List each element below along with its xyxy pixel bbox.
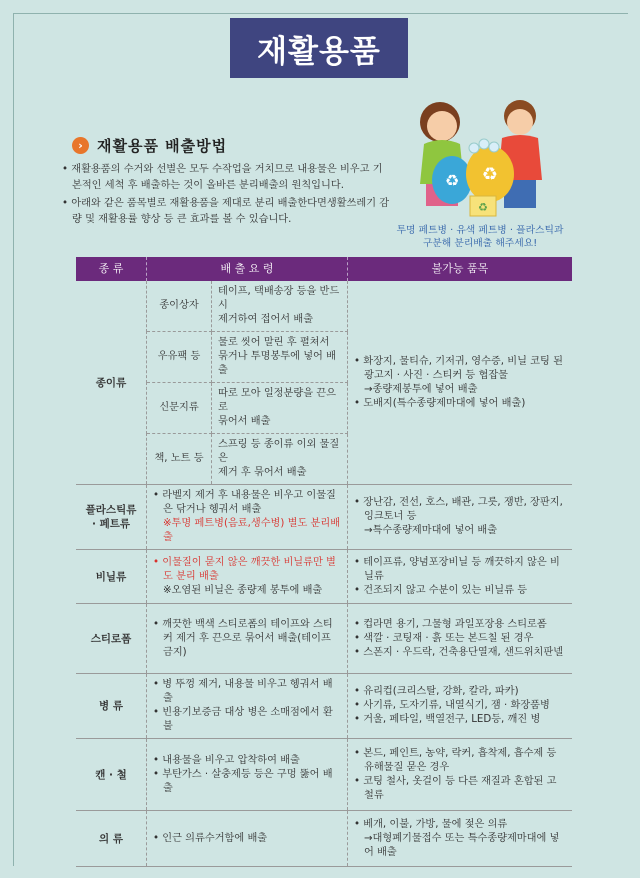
category-glass: 병 류 — [76, 674, 147, 739]
category-clothes: 의 류 — [76, 811, 147, 867]
table-row — [76, 485, 572, 550]
bottle-icon — [469, 143, 479, 153]
table-row — [76, 550, 572, 604]
bottle-icon — [479, 139, 489, 149]
method-cell: • 라벨지 제거 후 내용물은 비우고 이물질은 닦거나 헹궈서 배출 ※투명 페트병(음료,생수병) 별도 분리배출 — [147, 485, 348, 550]
intro-paragraph: • 재활용품의 수거와 선별은 모두 수작업을 거치므로 내용물은 비우고 기본적인 세척 후 배출하는 것이 올바른 분리배출의 원칙입니다. — [62, 164, 383, 191]
category-vinyl: 비닐류 — [76, 550, 147, 604]
table-row — [76, 604, 572, 674]
method-cell: • 이물질이 묻지 않은 깨끗한 비닐류만 별도 분리 배출 ※오염된 비닐은 종량제 봉투에 배출 — [147, 550, 348, 604]
bottle-icon — [489, 142, 499, 152]
not-allowed-cell: • 화장지, 물티슈, 기저귀, 영수증, 비닐 코팅 된 광고지 · 사진 · 스티커 등 협잡물 →종량제봉투에 넣어 배출 • 도배지(특수종량제마대에 넣어 배출) — [348, 281, 573, 485]
table-header-row — [76, 257, 572, 281]
illustration-caption: 투명 페트병 · 유색 페트병 · 플라스틱과 구분해 분리배출 해주세요! — [396, 225, 564, 249]
method-cell: 테이프, 택배송장 등을 반드시 제거하여 접어서 배출 — [212, 281, 348, 332]
sub-category: 종이상자 — [147, 281, 212, 332]
section-title: 재활용품 배출방법 — [97, 137, 228, 155]
intro-text — [62, 162, 392, 230]
chevron-right-icon: › — [72, 137, 89, 154]
not-allowed-cell: • 컵라면 용기, 그물형 과일포장용 스티로폼 • 색깔 · 코팅재 · 흙 또는 본드칠 된 경우 • 스폰지 · 우드락, 건축용단열재, 샌드위치판넬 — [348, 604, 573, 674]
header-not-allowed: 불가능 품목 — [348, 257, 573, 281]
table-row — [76, 739, 572, 811]
sub-category: 책, 노트 등 — [147, 434, 212, 485]
intro-paragraph: • 아래와 같은 품목별로 재활용품을 제대로 분리 배출한다면생활쓰레기 감량 및 재활용률 향상 등 큰 효과를 볼 수 있습니다. — [62, 198, 390, 225]
svg-text:♻: ♻ — [481, 164, 499, 185]
method-cell: • 인근 의류수거함에 배출 — [147, 811, 348, 867]
method-cell: 스프링 등 종이류 이외 물질은 제거 후 묶어서 배출 — [212, 434, 348, 485]
table-row — [76, 281, 572, 332]
method-cell: 물로 씻어 말린 후 펼쳐서 묶거나 투명봉투에 넣어 배출 — [212, 332, 348, 383]
method-cell: • 병 뚜껑 제거, 내용물 비우고 헹궈서 배출 • 빈용기보증금 대상 병은 소매점에서 환불 — [147, 674, 348, 739]
boy-face — [507, 109, 533, 135]
table-row — [76, 811, 572, 867]
not-allowed-cell: • 베개, 이불, 가방, 물에 젖은 의류 →대형폐기물접수 또는 특수종량제마대에 넣어 배출 — [348, 811, 573, 867]
not-allowed-cell: • 장난감, 전선, 호스, 배관, 그릇, 쟁반, 장판지, 잉크토너 등 →특수종량제마대에 넣어 배출 — [348, 485, 573, 550]
header-type: 종 류 — [76, 257, 147, 281]
category-paper: 종이류 — [76, 281, 147, 485]
svg-text:♻: ♻ — [444, 171, 460, 190]
method-cell: • 내용물을 비우고 압착하여 배출 • 부탄가스 · 살충제등 등은 구멍 뚫어 배출 — [147, 739, 348, 811]
category-styrofoam: 스티로폼 — [76, 604, 147, 674]
svg-text:♻: ♻ — [478, 201, 488, 214]
category-plastic: 플라스틱류 · 페트류 — [76, 485, 147, 550]
method-cell: • 깨끗한 백색 스티로폼의 테이프와 스티커 제거 후 끈으로 묶어서 배출(테이프 금지) — [147, 604, 348, 674]
method-cell: 따로 모아 일정분량을 끈으로 묶어서 배출 — [212, 383, 348, 434]
not-allowed-cell: • 테이프류, 양념포장비닐 등 깨끗하지 않은 비닐류 • 건조되지 않고 수분이 있는 비닐류 등 — [348, 550, 573, 604]
recycling-kids-illustration — [392, 92, 572, 222]
girl-face — [427, 111, 457, 141]
table-row — [76, 674, 572, 739]
sub-category: 신문지류 — [147, 383, 212, 434]
section-heading — [72, 135, 227, 156]
recycling-table — [76, 257, 572, 867]
page-title: 재활용품 — [230, 18, 408, 78]
not-allowed-cell: • 유리컵(크리스탈, 강화, 칼라, 파카) • 사기류, 도자기류, 내열식기, 잼 · 화장품병 • 거울, 페타일, 백열전구, LED등, 깨진 병 — [348, 674, 573, 739]
sub-category: 우유팩 등 — [147, 332, 212, 383]
category-can: 캔 · 철 — [76, 739, 147, 811]
not-allowed-cell: • 본드, 페인트, 농약, 락커, 흡착제, 흡수제 등 유해물질 묻은 경우 • 코팅 철사, 옷걸이 등 다른 재질과 혼합된 고철류 — [348, 739, 573, 811]
header-method: 배 출 요 령 — [147, 257, 348, 281]
